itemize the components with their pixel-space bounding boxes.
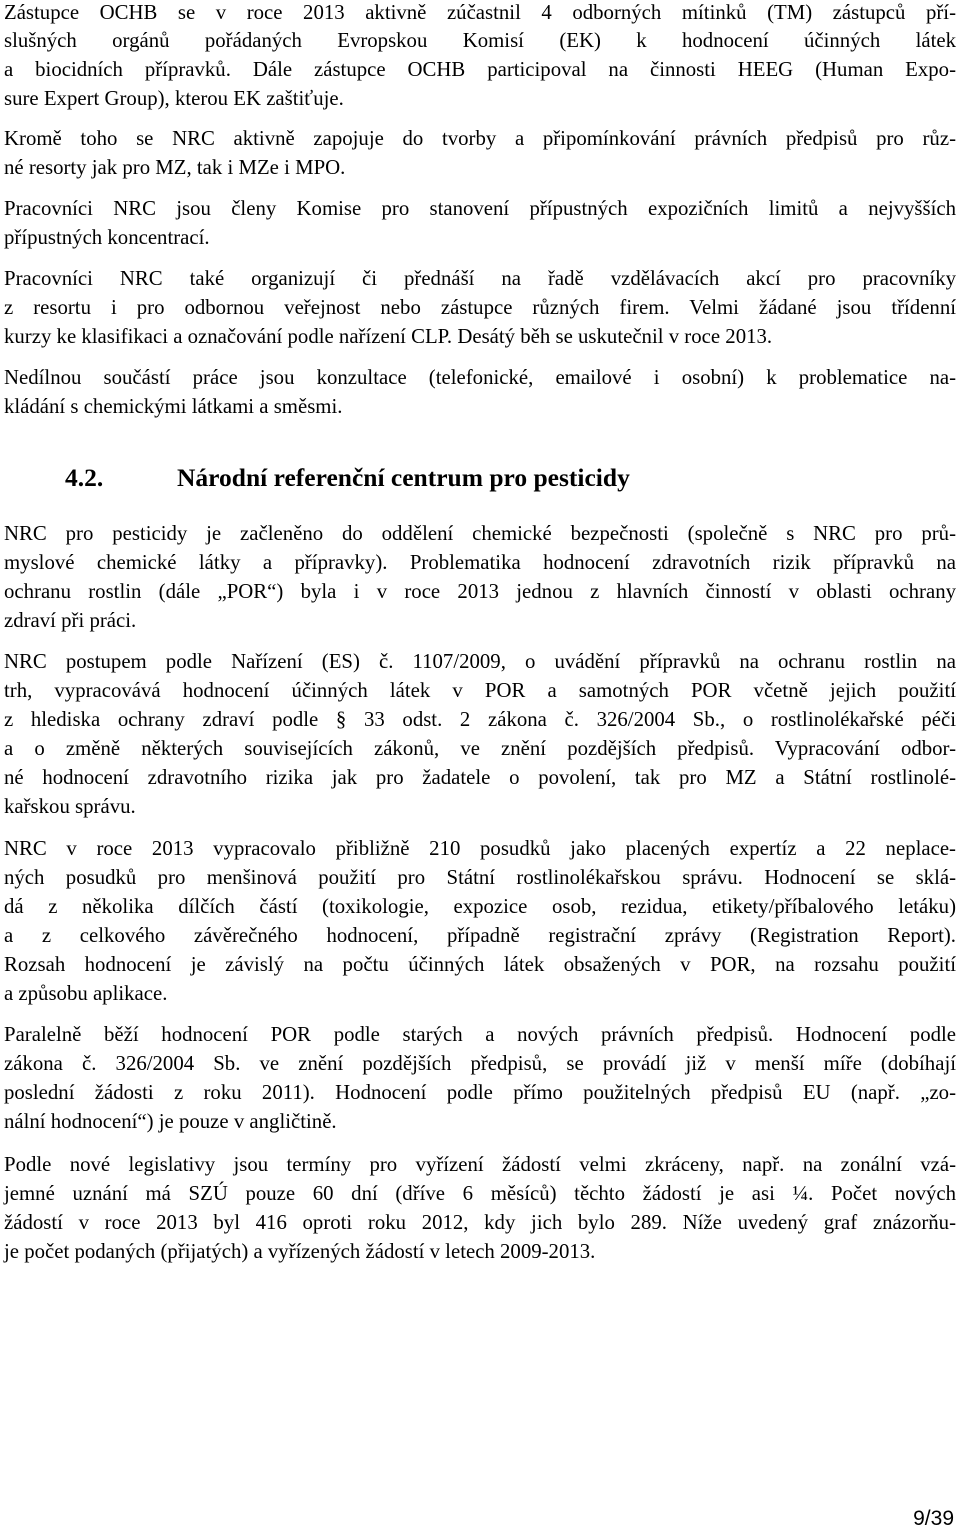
paragraph-line: trh, vypracovává hodnocení účinných látek v POR a samotných POR včetně jejich použití: [4, 679, 956, 702]
paragraph-line: sure Expert Group), kterou EK zaštiťuje.: [4, 87, 344, 110]
paragraph-line: přípustných koncentrací.: [4, 226, 210, 249]
section-number: 4.2.: [65, 463, 104, 492]
paragraph-line: kurzy ke klasifikaci a označování podle nařízení CLP. Desátý běh se uskutečnil v roce 2013.: [4, 325, 773, 348]
section-heading: [4, 460, 630, 496]
paragraph-line: né hodnocení zdravotního rizika jak pro žadatele o povolení, tak pro MZ a Státní rostlinolé-: [4, 766, 956, 789]
paragraph-line: slušných orgánů pořádaných Evropskou Komisí (EK) k hodnocení účinných látek: [4, 29, 956, 52]
paragraph-line: zákona č. 326/2004 Sb. ve znění pozdějších předpisů, se provádí již v menší míře (dobíhají: [4, 1052, 956, 1075]
section-title: Národní referenční centrum pro pesticidy: [177, 463, 630, 492]
paragraph-line: Zástupce OCHB se v roce 2013 aktivně zúčastnil 4 odborných mítinků (TM) zástupců pří-: [4, 1, 956, 24]
paragraph-line: jemné uznání má SZÚ pouze 60 dní (dříve 6 měsíců) těchto žádostí je asi ¼. Počet nových: [4, 1182, 956, 1205]
paragraph-line: né resorty jak pro MZ, tak i MZe i MPO.: [4, 156, 346, 179]
paragraph-line: NRC v roce 2013 vypracovalo přibližně 210 posudků jako placených expertíz a 22 neplace-: [4, 837, 956, 860]
paragraph-line: NRC pro pesticidy je začleněno do oddělení chemické bezpečnosti (společně s NRC pro prů-: [4, 522, 956, 545]
paragraph-line: a z celkového závěrečného hodnocení, případně registrační zprávy (Registration Report).: [4, 924, 956, 947]
paragraph-line: myslové chemické látky a přípravky). Problematika hodnocení zdravotních rizik přípravků na: [4, 551, 956, 574]
paragraph-line: Rozsah hodnocení je závislý na počtu účinných látek obsažených v POR, na rozsahu použití: [4, 953, 956, 976]
paragraph-line: ných posudků pro menšinová použití pro Státní rostlinolékařskou správu. Hodnocení se sklá-: [4, 866, 956, 889]
paragraph-line: kařskou správu.: [4, 795, 136, 818]
paragraph-line: a biocidních přípravků. Dále zástupce OCHB participoval na činnosti HEEG (Human Expo-: [4, 58, 956, 81]
paragraph-line: Pracovníci NRC také organizují či přednáší na řadě vzdělávacích akcí pro pracovníky: [4, 267, 956, 290]
paragraph-line: Podle nové legislativy jsou termíny pro vyřízení žádostí velmi zkráceny, např. na zonální vzá-: [4, 1153, 956, 1176]
paragraph-line: dá z několika dílčích částí (toxikologie, expozice osob, rezidua, etikety/příbalového letáku): [4, 895, 956, 918]
paragraph-line: nální hodnocení“) je pouze v angličtině.: [4, 1110, 337, 1133]
paragraph-line: Pracovníci NRC jsou členy Komise pro stanovení přípustných expozičních limitů a nejvyšších: [4, 197, 956, 220]
paragraph-line: Paralelně běží hodnocení POR podle starých a nových právních předpisů. Hodnocení podle: [4, 1023, 956, 1046]
paragraph-line: kládání s chemickými látkami a směsmi.: [4, 395, 343, 418]
paragraph-line: a způsobu aplikace.: [4, 982, 168, 1005]
paragraph-line: žádostí v roce 2013 byl 416 oproti roku 2012, kdy jich bylo 289. Níže uvedený graf znázorňu-: [4, 1211, 956, 1234]
paragraph-line: poslední žádosti z roku 2011). Hodnocení podle přímo použitelných předpisů EU (např. „zo-: [4, 1081, 956, 1104]
paragraph-line: je počet podaných (přijatých) a vyřízených žádostí v letech 2009-2013.: [4, 1240, 596, 1263]
paragraph-line: Nedílnou součástí práce jsou konzultace (telefonické, emailové i osobní) k problematice na-: [4, 366, 956, 389]
paragraph-line: zdraví při práci.: [4, 609, 137, 632]
paragraph-line: Kromě toho se NRC aktivně zapojuje do tvorby a připomínkování právních předpisů pro růz-: [4, 127, 956, 150]
paragraph-line: z hlediska ochrany zdraví podle § 33 odst. 2 zákona č. 326/2004 Sb., o rostlinolékařské péči: [4, 708, 956, 731]
paragraph-line: ochranu rostlin (dále „POR“) byla i v roce 2013 jednou z hlavních činností v oblasti ochrany: [4, 580, 956, 603]
paragraph-line: a o změně některých souvisejících zákonů, ve znění pozdějších předpisů. Vypracování odbor-: [4, 737, 956, 760]
paragraph-line: NRC postupem podle Nařízení (ES) č. 1107/2009, o uvádění přípravků na ochranu rostlin na: [4, 650, 956, 673]
paragraph-line: z resortu i pro odbornou veřejnost nebo zástupce různých firem. Velmi žádané jsou třídenní: [4, 296, 956, 319]
page-number: 9/39: [913, 1507, 954, 1530]
